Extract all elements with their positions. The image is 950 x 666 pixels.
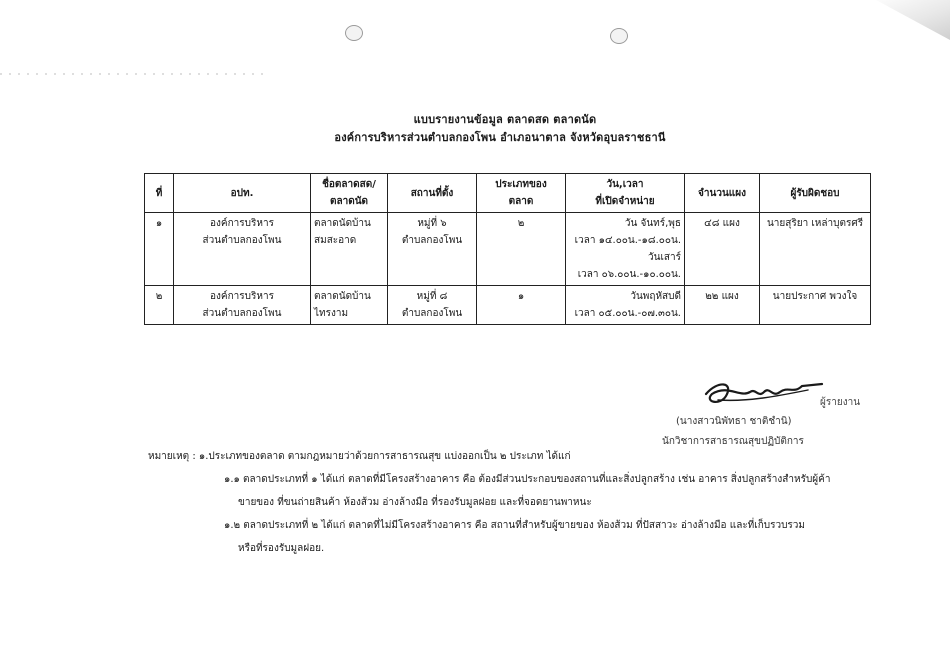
report-title: แบบรายงานข้อมูล ตลาดสด ตลาดนัด: [413, 113, 597, 126]
cell-type: ๒: [477, 213, 566, 286]
folded-corner: [860, 0, 950, 40]
col-no: ที่: [145, 174, 174, 213]
signature-position: นักวิชาการสาธารณสุขปฏิบัติการ: [662, 436, 804, 447]
cell-no: ๑: [145, 213, 174, 286]
col-stalls: จำนวนแผง: [685, 174, 760, 213]
table-row: [145, 286, 871, 325]
remark-line: ๑.๑ ตลาดประเภทที่ ๑ ได้แก่ ตลาดที่มีโครงสร้างอาคาร คือ ต้องมีส่วนประกอบของสถานที่และสิ่งปลูกสร้าง เช่น อาคาร สิ่งปลูกสร้างสำหรับผู้ค้า: [224, 474, 831, 485]
cell-market-name: ตลาดนัดบ้าน สมสะอาด: [311, 213, 388, 286]
market-table: [144, 173, 871, 325]
scan-dust: [0, 73, 270, 75]
cell-type: ๑: [477, 286, 566, 325]
cell-org: องค์การบริหาร ส่วนตำบลกองโพน: [174, 213, 311, 286]
col-person: ผู้รับผิดชอบ: [760, 174, 871, 213]
remark-line: หมายเหตุ : ๑.ประเภทของตลาด ตามกฎหมายว่าด้วยการสาธารณสุข แบ่งออกเป็น ๒ ประเภท ได้แก่: [148, 451, 571, 462]
cell-org: องค์การบริหาร ส่วนตำบลกองโพน: [174, 286, 311, 325]
cell-market-name: ตลาดนัดบ้าน ไทรงาม: [311, 286, 388, 325]
cell-person: นายประกาศ พวงใจ: [760, 286, 871, 325]
cell-time: วันพฤหัสบดี เวลา ๐๕.๐๐น.-๐๗.๓๐น.: [566, 286, 685, 325]
table-row: [145, 213, 871, 286]
report-subtitle: องค์การบริหารส่วนตำบลกองโพน อำเภอนาตาล จังหวัดอุบลราชธานี: [334, 131, 666, 144]
col-market-name: ชื่อตลาดสด/ ตลาดนัด: [311, 174, 388, 213]
remark-line: ขายของ ที่ขนถ่ายสินค้า ห้องส้วม อ่างล้างมือ ที่รองรับมูลฝอย และที่จอดยานพาหนะ: [238, 497, 592, 508]
remarks-section: [148, 445, 848, 560]
col-type: ประเภทของ ตลาด: [477, 174, 566, 213]
signature-name: (นางสาวนิพัทธา ชาติชำนิ): [676, 416, 792, 427]
punch-hole-left: [345, 25, 363, 41]
cell-stalls: ๔๘ แผง: [685, 213, 760, 286]
col-location: สถานที่ตั้ง: [388, 174, 477, 213]
cell-location: หมู่ที่ ๘ ตำบลกองโพน: [388, 286, 477, 325]
signature-role: ผู้รายงาน: [820, 397, 861, 408]
cell-stalls: ๒๒ แผง: [685, 286, 760, 325]
col-time: วัน,เวลา ที่เปิดจำหน่าย: [566, 174, 685, 213]
remark-line: หรือที่รองรับมูลฝอย.: [238, 543, 325, 554]
punch-hole-right: [610, 28, 628, 44]
remark-line: ๑.๒ ตลาดประเภทที่ ๒ ได้แก่ ตลาดที่ไม่มีโครงสร้างอาคาร คือ สถานที่สำหรับผู้ขายของ ห้องส้วม ที่ปัสสาวะ อ่างล้างมือ และที่เก็บรวบรวม: [224, 520, 806, 531]
cell-time: วัน จันทร์,พุธ เวลา ๑๔.๐๐น.-๑๘.๐๐น. วันเสาร์ เวลา ๐๖.๐๐น.-๑๐.๐๐น.: [566, 213, 685, 286]
cell-location: หมู่ที่ ๖ ตำบลกองโพน: [388, 213, 477, 286]
table-header-row: [145, 174, 871, 213]
col-org: อปท.: [174, 174, 311, 213]
cell-no: ๒: [145, 286, 174, 325]
handwritten-signature: [698, 372, 828, 412]
cell-person: นายสุริยา เหล่าบุตรศรี: [760, 213, 871, 286]
